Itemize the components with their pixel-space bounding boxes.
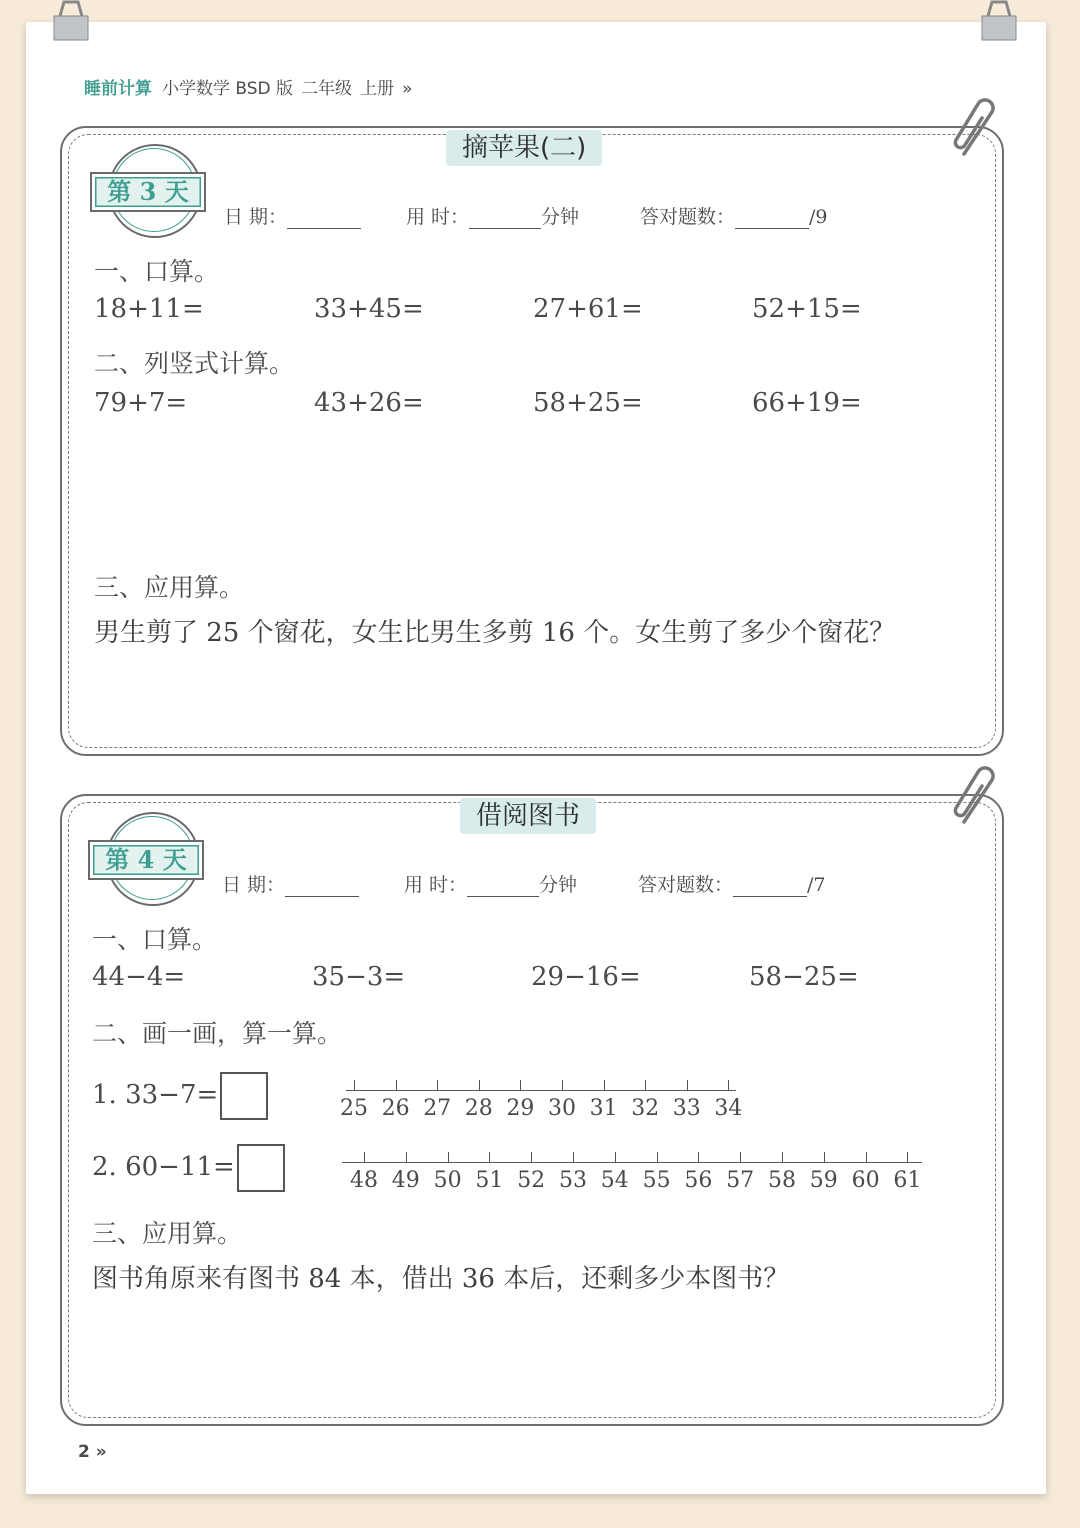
day3-vertical-problem: 58+25= — [533, 388, 643, 418]
number-line-tick — [615, 1152, 616, 1162]
binder-clip-icon — [50, 0, 92, 44]
volume-label: 上册 — [360, 79, 395, 99]
number-line-tick — [698, 1152, 699, 1162]
number-line-tick — [645, 1080, 646, 1090]
number-line-label: 51 — [475, 1168, 504, 1193]
day4-title: 借阅图书 — [460, 798, 596, 834]
day3-word-problem: 男生剪了 25 个窗花，女生比男生多剪 16 个。女生剪了多少个窗花？ — [94, 618, 896, 648]
number-line-tick — [479, 1080, 480, 1090]
time-label: 用 时： — [406, 206, 470, 228]
number-line-1 — [340, 1080, 743, 1130]
number-line-tick — [782, 1152, 783, 1162]
number-line-tick — [531, 1152, 532, 1162]
number-line-tick — [907, 1152, 908, 1162]
day3-vertical-problem: 66+19= — [752, 388, 862, 418]
number-line-tick — [740, 1152, 741, 1162]
score-blank[interactable] — [735, 228, 809, 229]
number-line-tick — [364, 1152, 365, 1162]
day4-draw-problem-2 — [92, 1144, 285, 1192]
number-line-tick — [687, 1080, 688, 1090]
day4-badge-label: 第 4 天 — [88, 840, 204, 880]
day3-oral-problem: 18+11= — [94, 294, 204, 324]
brand-label: 睡前计算 — [84, 79, 152, 99]
number-line-label: 34 — [714, 1096, 743, 1121]
day3-section2-heading: 二、列竖式计算。 — [94, 349, 295, 378]
header-arrow-icon: » — [402, 79, 413, 99]
number-line-label: 54 — [600, 1168, 629, 1193]
number-line-tick — [489, 1152, 490, 1162]
day4-time — [404, 870, 577, 897]
answer-box[interactable] — [237, 1144, 285, 1192]
day3-section1-heading: 一、口算。 — [94, 257, 220, 286]
day4-section1-heading: 一、口算。 — [92, 925, 218, 954]
day4-oral-problem: 58−25= — [749, 962, 859, 992]
day3-oral-problem: 33+45= — [314, 294, 424, 324]
number-line-label: 30 — [548, 1096, 576, 1121]
time-blank[interactable] — [469, 228, 541, 229]
number-line-label: 61 — [893, 1168, 922, 1193]
paperclip-icon — [952, 98, 1004, 162]
number-line-label: 58 — [768, 1168, 796, 1193]
score-total: /9 — [809, 206, 828, 228]
time-label: 用 时： — [404, 874, 468, 896]
number-line-label: 26 — [381, 1096, 410, 1121]
number-line-tick — [437, 1080, 438, 1090]
number-line-label: 59 — [809, 1168, 838, 1193]
number-line-2 — [342, 1152, 922, 1202]
page-number: 2 » — [78, 1442, 107, 1462]
number-line-label: 50 — [433, 1168, 462, 1193]
number-line-tick — [562, 1080, 563, 1090]
number-line-tick — [448, 1152, 449, 1162]
number-line-label: 28 — [464, 1096, 493, 1121]
number-line-label: 57 — [726, 1168, 755, 1193]
day4-score — [638, 870, 826, 897]
number-line-label: 48 — [350, 1168, 378, 1193]
date-blank[interactable] — [287, 228, 361, 229]
time-blank[interactable] — [467, 896, 539, 897]
number-line-label: 49 — [391, 1168, 420, 1193]
number-line-tick — [573, 1152, 574, 1162]
binder-clip-icon — [978, 0, 1020, 44]
paperclip-icon — [952, 766, 1004, 830]
date-label: 日 期： — [224, 206, 288, 228]
day3-oral-problem: 27+61= — [533, 294, 643, 324]
day3-vertical-problem: 43+26= — [314, 388, 424, 418]
date-label: 日 期： — [222, 874, 286, 896]
number-line-tick — [824, 1152, 825, 1162]
date-blank[interactable] — [285, 896, 359, 897]
number-line-label: 33 — [672, 1096, 701, 1121]
number-line-tick — [520, 1080, 521, 1090]
day3-vertical-problem: 79+7= — [94, 388, 188, 418]
number-line-label: 32 — [631, 1096, 660, 1121]
day3-oral-problem: 52+15= — [752, 294, 862, 324]
day4-word-problem: 图书角原来有图书 84 本，借出 36 本后，还剩多少本图书？ — [92, 1264, 790, 1294]
day4-section2-heading: 二、画一画，算一算。 — [92, 1019, 343, 1048]
number-line-label: 52 — [517, 1168, 546, 1193]
day3-title: 摘苹果(二) — [446, 130, 602, 166]
draw-problem-label: 2. 60−11= — [92, 1152, 235, 1182]
day4-oral-problem: 35−3= — [312, 962, 406, 992]
book-header — [84, 74, 420, 99]
score-label: 答对题数： — [640, 206, 736, 228]
day3-date — [224, 202, 361, 229]
number-line-label: 53 — [559, 1168, 587, 1193]
day3-badge — [90, 144, 208, 240]
grade-label: 二年级 — [301, 79, 353, 99]
number-line-label: 55 — [642, 1168, 671, 1193]
number-line-tick — [354, 1080, 355, 1090]
day4-oral-problem: 44−4= — [92, 962, 186, 992]
day3-time — [406, 202, 579, 229]
day4-oral-problem: 29−16= — [531, 962, 641, 992]
subject-label: 小学数学 BSD 版 — [162, 79, 294, 99]
draw-problem-label: 1. 33−7= — [92, 1080, 219, 1110]
day3-section3-heading: 三、应用算。 — [94, 573, 245, 602]
number-line-tick — [604, 1080, 605, 1090]
number-line-tick — [866, 1152, 867, 1162]
score-label: 答对题数： — [638, 874, 734, 896]
number-line-label: 25 — [340, 1096, 368, 1121]
number-line-tick — [657, 1152, 658, 1162]
score-blank[interactable] — [733, 896, 807, 897]
number-line-label: 29 — [506, 1096, 535, 1121]
score-total: /7 — [807, 874, 826, 896]
answer-box[interactable] — [220, 1072, 268, 1120]
number-line-label: 60 — [851, 1168, 880, 1193]
time-unit: 分钟 — [539, 874, 578, 896]
number-line-tick — [396, 1080, 397, 1090]
day3-score — [640, 202, 828, 229]
number-line-tick — [406, 1152, 407, 1162]
day4-date — [222, 870, 359, 897]
number-line-label: 27 — [423, 1096, 452, 1121]
day4-draw-problem-1 — [92, 1072, 268, 1120]
number-line-label: 31 — [589, 1096, 618, 1121]
number-line-label: 56 — [684, 1168, 713, 1193]
number-line-tick — [728, 1080, 729, 1090]
day4-section3-heading: 三、应用算。 — [92, 1219, 243, 1248]
day3-badge-label: 第 3 天 — [90, 172, 206, 212]
day4-badge — [88, 812, 206, 908]
time-unit: 分钟 — [541, 206, 580, 228]
